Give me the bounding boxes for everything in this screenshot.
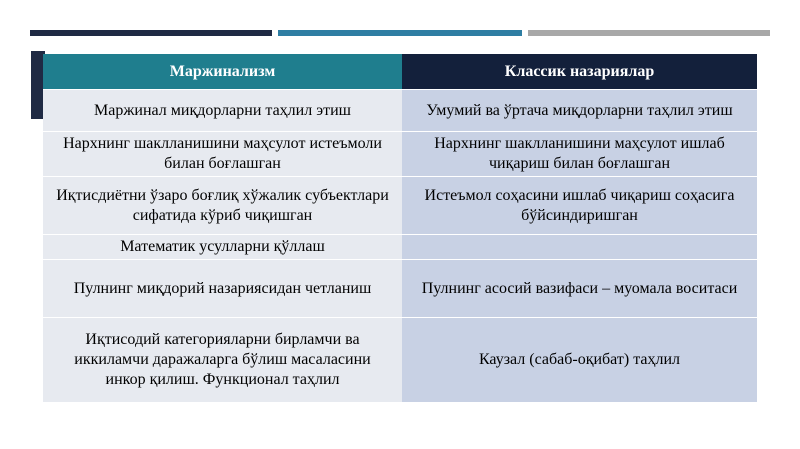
table-cell-marginalism: Нархнинг шаклланишини маҳсулот истеъмоли билан боғлашган [43, 132, 402, 177]
table-header-row [43, 54, 757, 90]
table-cell-classical [402, 235, 757, 260]
table-cell-marginalism: Иқтисодий категорияларни бирламчи ва иккиламчи даражаларга бўлиш масаласини инкор қилиш. Функционал таҳлил [43, 318, 402, 402]
table-cell-marginalism: Пулнинг миқдорий назариясидан четланиш [43, 260, 402, 318]
top-accent-bar-gray [528, 30, 770, 36]
table-cell-classical: Пулнинг асосий вазифаси – муомала воситаси [402, 260, 757, 318]
table-cell-classical: Истеъмол соҳасини ишлаб чиқариш соҳасига бўйсиндиришган [402, 177, 757, 235]
comparison-table [43, 54, 757, 402]
table-row [43, 132, 757, 177]
header-classical-theories: Классик назариялар [402, 54, 757, 90]
table-row [43, 318, 757, 402]
table-cell-marginalism: Математик усулларни қўллаш [43, 235, 402, 260]
top-accent-bar-dark [30, 30, 272, 36]
table-cell-classical: Каузал (сабаб-оқибат) таҳлил [402, 318, 757, 402]
table-cell-classical: Умумий ва ўртача миқдорларни таҳлил этиш [402, 90, 757, 132]
table-cell-marginalism: Маржинал миқдорларни таҳлил этиш [43, 90, 402, 132]
table-row [43, 235, 757, 260]
header-marginalism: Маржинализм [43, 54, 402, 90]
table-cell-marginalism: Иқтисдиётни ўзаро боғлиқ хўжалик субъектлари сифатида кўриб чиқишган [43, 177, 402, 235]
table-row [43, 90, 757, 132]
top-accent-bar-blue [278, 30, 522, 36]
table-row [43, 260, 757, 318]
table-row [43, 177, 757, 235]
table-cell-classical: Нархнинг шаклланишини маҳсулот ишлаб чиқариш билан боғлашган [402, 132, 757, 177]
